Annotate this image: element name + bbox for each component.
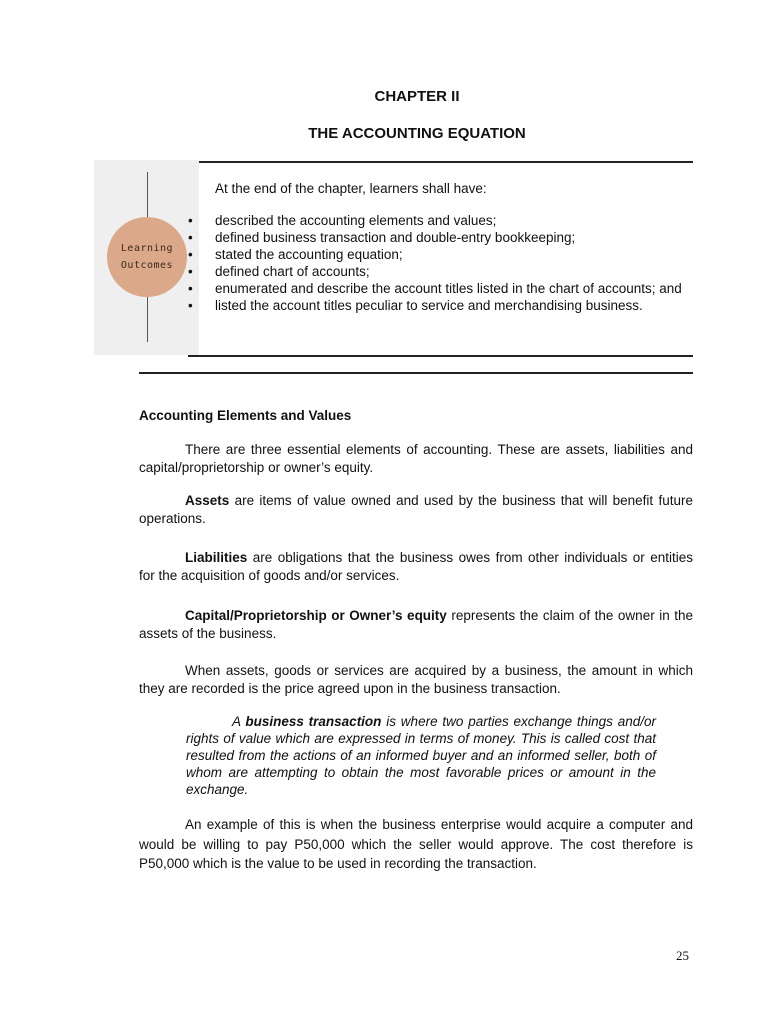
bullet-icon: • <box>188 247 193 262</box>
section-title: Accounting Elements and Values <box>139 408 352 423</box>
chapter-number: CHAPTER II <box>374 88 460 105</box>
learning-outcomes-badge <box>107 217 187 297</box>
paragraph-intro: There are three essential elements of accounting. These are assets, liabilities and capital/proprietorship or owner’s equity. <box>139 442 693 475</box>
term-business-transaction: business transaction <box>245 714 382 729</box>
list-item: • listed the account titles peculiar to service and merchandising business. <box>188 298 643 313</box>
term-capital: Capital/Proprietorship or Owner’s equity <box>185 608 447 623</box>
bullet-icon: • <box>188 230 193 245</box>
list-item: • enumerated and describe the account titles listed in the chart of accounts; and <box>188 281 682 296</box>
learning-outcomes-list <box>188 212 693 314</box>
list-item: • described the accounting elements and values; <box>188 213 497 228</box>
bottom-rule <box>139 372 693 374</box>
page-number: 25 <box>676 948 689 963</box>
list-item: • stated the accounting equation; <box>188 247 403 262</box>
term-liabilities: Liabilities <box>185 550 248 565</box>
paragraph-capital: Capital/Proprietorship or Owner’s equity represents the claim of the owner in the assets of the business. <box>139 608 693 641</box>
paragraph-example: An example of this is when the business enterprise would acquire a computer and would be willing to pay P50,000 which the seller would approve. The cost therefore is P50,000 which is the value to be used in recording the transaction. <box>139 817 693 871</box>
paragraph-assets: Assets are items of value owned and used by the business that will benefit future operations. <box>139 493 693 526</box>
chapter-title: THE ACCOUNTING EQUATION <box>308 125 526 142</box>
list-item: • defined chart of accounts; <box>188 264 370 279</box>
learning-outcomes-intro: At the end of the chapter, learners shall have: <box>215 181 487 196</box>
list-item: • defined business transaction and double-entry bookkeeping; <box>188 230 576 245</box>
paragraph-acquired: When assets, goods or services are acquired by a business, the amount in which they are recorded is the price agreed upon in the business transaction. <box>139 663 693 696</box>
bullet-icon: • <box>188 213 193 228</box>
top-rule <box>139 161 693 163</box>
bullet-icon: • <box>188 264 193 279</box>
badge-text-learning: Learning <box>120 243 174 254</box>
definition-quote: A business transaction is where two parties exchange things and/or rights of value which are expressed in terms of money. This is called cost that resulted from the actions of an informed buyer and an informed seller, both of whom are attempting to obtain the most favorable prices or amount in the exchange. <box>186 714 657 797</box>
bullet-icon: • <box>188 281 193 296</box>
paragraph-liabilities: Liabilities are obligations that the business owes from other individuals or entities for the acquisition of goods and/or services. <box>139 550 693 583</box>
term-assets: Assets <box>185 493 230 508</box>
bullet-icon: • <box>188 298 193 313</box>
mid-rule <box>188 355 693 357</box>
badge-text-outcomes: Outcomes <box>120 260 174 271</box>
